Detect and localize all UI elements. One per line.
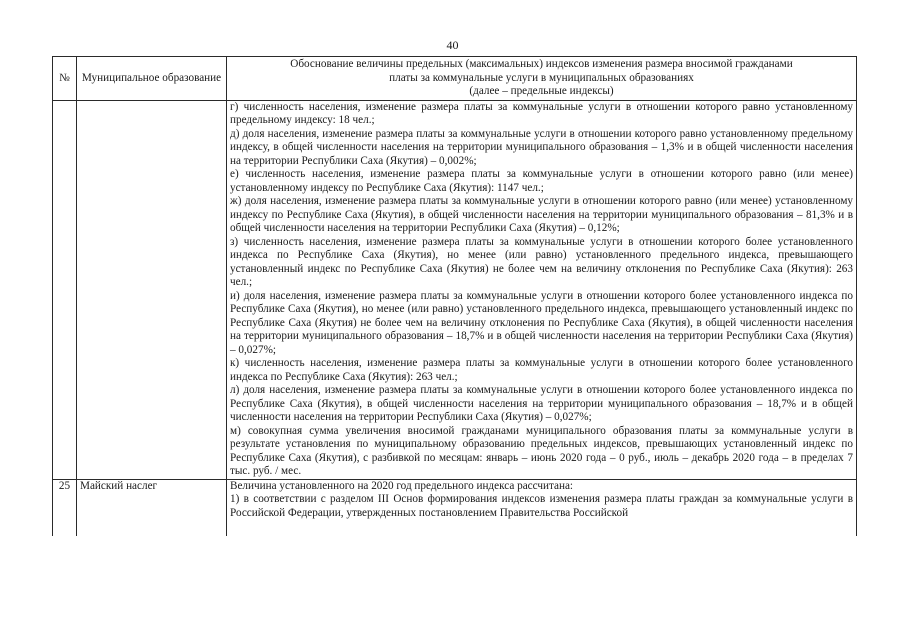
- header-municipality: Муниципальное образование: [77, 57, 227, 101]
- paragraph-l: л) доля населения, изменение размера платы за коммунальные услуги в отношении которого более установленного индекса по Республике Саха (Якутия), в общей численности населения на территории муниципального образования – 18,7% и в общей численности населения на территории Республики Саха (Якутия) – 0,027%;: [230, 384, 853, 423]
- municipal-index-table: [52, 56, 857, 536]
- paragraph-e: е) численность населения, изменение размера платы за коммунальные услуги в отношении которого равно (или менее) установленному индексу по Республике Саха (Якутия): 1147 чел.;: [230, 168, 853, 194]
- paragraph-g: г) численность населения, изменение размера платы за коммунальные услуги в отношении которого равно установленному предельному индексу: 18 чел.;: [230, 100, 853, 126]
- paragraph-d: д) доля населения, изменение размера платы за коммунальные услуги в отношении которого равно установленному предельному индексу, в общей численности населения на территории муниципального образования – 1,3% и в общей численности населения на территории Республики Саха (Якутия) – 0,002%;: [230, 127, 853, 167]
- header-justification-line-3: (далее – предельные индексы): [469, 85, 614, 97]
- paragraph-i: и) доля населения, изменение размера платы за коммунальные услуги в отношении которого более установленного индекса по Республике Саха (Якутия), но менее (или равно) установленного предельного индекса, превышающего установленный индекс по Республике Саха (Якутия) не более чем на величину отклонения по Республике Саха (Якутия), в общей численности населения на территории муниципального образования – 18,7% и в общей численности населения на территории Республики Саха (Якутия) – 0,027%;: [230, 289, 853, 356]
- header-justification: [227, 57, 857, 101]
- table-row-continuation: [53, 100, 857, 479]
- continuation-number-cell: [53, 100, 77, 479]
- paragraph-k: к) численность населения, изменение размера платы за коммунальные услуги в отношении которого более установленного индекса по Республике Саха (Якутия): 263 чел.;: [230, 357, 853, 383]
- row-25-text-block: [230, 480, 853, 536]
- table-row-25: [53, 479, 857, 536]
- paragraph-zh: ж) доля населения, изменение размера платы за коммунальные услуги в отношении которого равно (или менее) установленному индексу по Республике Саха (Якутия), в общей численности населения на территории муниципального образования – 81,3% и в общей численности населения на территории Республики Саха (Якутия) – 0,12%;: [230, 195, 853, 234]
- row-25-paragraph-1: 1) в соответствии с разделом III Основ формирования индексов изменения размера платы граждан за коммунальные услуги в Российской Федерации, утвержденных постановлением Правительства Российской: [230, 493, 853, 519]
- row-25-municipality: Майский наслег: [77, 479, 227, 536]
- row-25-justification-cell: [227, 479, 857, 536]
- row-25-paragraph-intro: Величина установленного на 2020 год предельного индекса рассчитана:: [230, 479, 574, 492]
- header-justification-line-1: Обоснование величины предельных (максимальных) индексов изменения размера вносимой гражданами: [290, 58, 793, 70]
- paragraph-m: м) совокупная сумма увеличения вносимой гражданами муниципального образования платы за коммунальные услуги в результате установления по муниципальному образованию предельных индексов, превышающих установленный индекс по Республике Саха (Якутия), с разбивкой по месяцам: январь – июнь 2020 года – 0 руб., июль – декабрь 2020 года – в пределах 7 тыс. руб. / мес.: [230, 424, 853, 477]
- continuation-municipality-cell: [77, 100, 227, 479]
- paragraph-z: з) численность населения, изменение размера платы за коммунальные услуги в отношении которого более установленного индекса по Республике Саха (Якутия), но менее (или равно) установленного предельного индекса, превышающего установленный индекс по Республике Саха (Якутия) не более чем на величину отклонения по Республике Саха (Якутия): 263 чел.;: [230, 235, 853, 288]
- row-25-number: 25: [53, 479, 77, 536]
- header-number: №: [53, 57, 77, 101]
- continuation-justification-cell: [227, 100, 857, 479]
- table-header-row: [53, 57, 857, 101]
- page-number: 40: [446, 38, 459, 52]
- header-justification-line-2: платы за коммунальные услуги в муниципальных образованиях: [389, 71, 694, 84]
